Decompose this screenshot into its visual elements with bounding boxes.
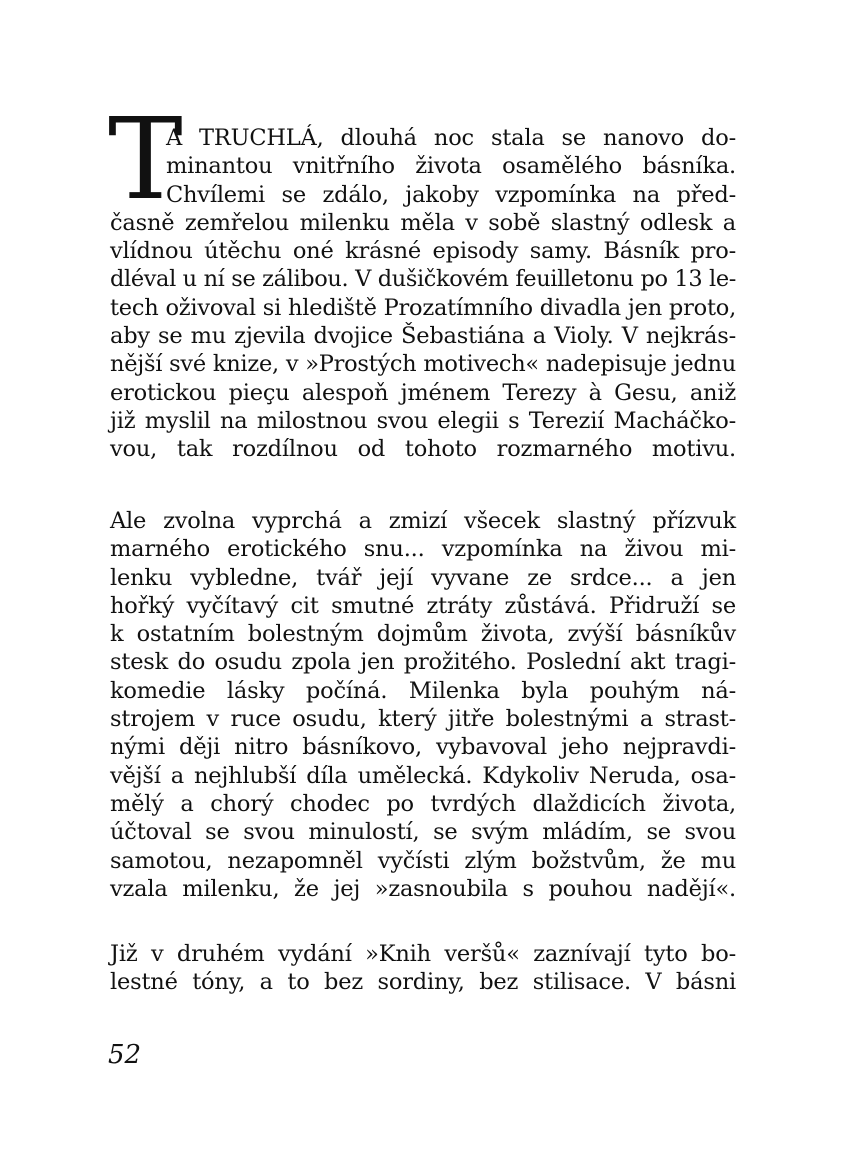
- text-line: lenku vybledne, tvář její vyvane ze srdce... a jen: [110, 564, 736, 591]
- text-line: časně zemřelou milenku měla v sobě slastný odlesk a: [110, 209, 736, 236]
- text-line: tech oživoval si hlediště Prozatímního divadla jen proto,: [110, 294, 736, 321]
- text-line: dléval u ní se zálibou. V dušičkovém feuilletonu po 13 le-: [110, 266, 736, 293]
- text-line: stesk do osudu zpola jen prožitého. Poslední akt tragi-: [110, 649, 736, 676]
- paragraph-3: [110, 940, 736, 997]
- text-line: lestné tóny, a to bez sordiny, bez stilisace. V básni: [110, 969, 736, 996]
- paragraph-1: [110, 124, 736, 464]
- text-line: k ostatním bolestným dojmům života, zvýší básníkův: [110, 621, 736, 648]
- text-line: nější své knize, v »Prostých motivech« nadepisuje jednu: [110, 351, 736, 378]
- text-line: Chvílemi se zdálo, jakoby vzpomínka na před-: [166, 181, 736, 208]
- text-line: aby se mu zjevila dvojice Šebastiána a Violy. V nejkrás-: [110, 323, 736, 350]
- paragraph-2: [110, 507, 736, 903]
- text-line: vější a nejhlubší díla umělecká. Kdykoliv Neruda, osa-: [110, 762, 736, 789]
- text-line: vlídnou útěchu oné krásné episody samy. Básník pro-: [110, 238, 736, 265]
- text-line: strojem v ruce osudu, který jitře bolestnými a strast-: [110, 706, 736, 733]
- text-line: komedie lásky počíná. Milenka byla pouhým ná-: [110, 677, 736, 704]
- page-number: 52: [108, 1040, 142, 1070]
- text-line: vzala milenku, že jej »zasnoubila s pouhou nadějí«.: [110, 875, 736, 902]
- text-line: nými ději nitro básníkovo, vybavoval jeho nejpravdi-: [110, 734, 736, 761]
- text-line: erotickou pieçu alespoň jménem Terezy à Gesu, aniž: [110, 379, 736, 406]
- text-line: Již v druhém vydání »Knih veršů« zaznívají tyto bo-: [110, 941, 736, 967]
- text-line: mělý a chorý chodec po tvrdých dlaždicích života,: [110, 790, 736, 817]
- drop-cap-initial: T: [108, 95, 183, 225]
- text-line: minantou vnitřního života osamělého básníka.: [166, 153, 736, 180]
- text-line: vou, tak rozdílnou od tohoto rozmarného motivu.: [110, 436, 736, 463]
- text-line: marného erotického snu... vzpomínka na živou mi-: [110, 536, 736, 563]
- text-line: již myslil na milostnou svou elegii s Terezií Macháčko-: [110, 407, 736, 434]
- text-line: účtoval se svou minulostí, se svým mládím, se svou: [110, 819, 736, 846]
- text-line: samotou, nezapomněl vyčísti zlým božstvům, že mu: [110, 847, 736, 874]
- text-line: hořký vyčítavý cit smutné ztráty zůstává. Přidruží se: [110, 592, 736, 619]
- text-line: A TRUCHLÁ, dlouhá noc stala se nanovo do-: [166, 125, 736, 151]
- text-line: Ale zvolna vyprchá a zmizí všecek slastný přízvuk: [110, 508, 736, 534]
